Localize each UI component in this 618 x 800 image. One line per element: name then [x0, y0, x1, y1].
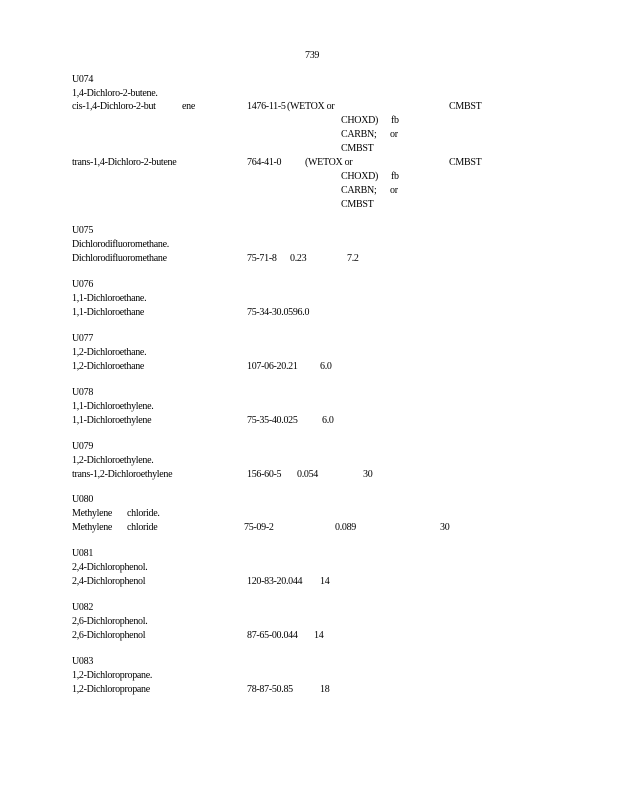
technology-code: CARBN; — [341, 129, 377, 140]
cas-number: 75-71-8 — [247, 253, 277, 264]
constituent-name: Dichlorodifluoromethane — [72, 253, 167, 264]
constituent-name: 1,1-Dichloroethylene — [72, 415, 152, 426]
technology-code: CARBN; — [341, 185, 377, 196]
waste-code: U074 — [72, 74, 94, 85]
cas-number: 1476-11-5 — [247, 101, 286, 112]
nonwastewater-standard: 6.0 — [322, 415, 334, 426]
cas-number: 764-41-0 — [247, 157, 282, 168]
page-number: 739 — [305, 50, 320, 61]
waste-name: 1,2-Dichloroethane. — [72, 347, 147, 358]
technology-code: CMBST — [341, 199, 374, 210]
cas-and-standard: 78-87-50.85 — [247, 684, 293, 695]
nonwastewater-standard: 30 — [363, 469, 373, 480]
technology-connector: fb — [391, 171, 399, 182]
constituent-name: Methylene — [72, 522, 113, 533]
cas-and-standards: 75-34-30.0596.0 — [247, 307, 310, 318]
waste-code: U083 — [72, 656, 94, 667]
wastewater-standard: 0.23 — [290, 253, 307, 264]
constituent-name-suffix: ene — [182, 101, 195, 112]
constituent-name: 2,4-Dichlorophenol — [72, 576, 146, 587]
nonwastewater-standard: 14 — [320, 576, 330, 587]
nonwastewater-standard: 18 — [320, 684, 330, 695]
technology-code: (WETOX or — [287, 101, 335, 112]
waste-name: Methylene — [72, 508, 113, 519]
waste-name: chloride. — [127, 508, 160, 519]
constituent-name: 1,2-Dichloropropane — [72, 684, 150, 695]
constituent-name: trans-1,2-Dichloroethylene — [72, 469, 173, 480]
cas-and-standard: 107-06-20.21 — [247, 361, 298, 372]
constituent-name: cis-1,4-Dichloro-2-but — [72, 101, 156, 112]
waste-name: Dichlorodifluoromethane. — [72, 239, 169, 250]
technology-code: CHOXD) — [341, 171, 379, 182]
waste-code: U080 — [72, 494, 94, 505]
nonwastewater-standard: 7.2 — [347, 253, 359, 264]
constituent-name: 1,2-Dichloroethane — [72, 361, 145, 372]
waste-name: 1,1-Dichloroethylene. — [72, 401, 154, 412]
cas-number: 156-60-5 — [247, 469, 282, 480]
constituent-name: chloride — [127, 522, 158, 533]
technology-code: (WETOX or — [305, 157, 353, 168]
waste-name: 1,1-Dichloroethane. — [72, 293, 147, 304]
technology-connector: or — [390, 129, 398, 140]
cas-and-standard: 120-83-20.044 — [247, 576, 303, 587]
waste-code: U075 — [72, 225, 94, 236]
waste-name: 1,4-Dichloro-2-butene. — [72, 88, 158, 99]
technology-connector: or — [390, 185, 398, 196]
waste-name: 1,2-Dichloroethylene. — [72, 455, 154, 466]
technology-code: CMBST — [341, 143, 374, 154]
technology-code: CHOXD) — [341, 115, 379, 126]
cas-and-standard: 75-35-40.025 — [247, 415, 298, 426]
cas-and-standard: 87-65-00.044 — [247, 630, 298, 641]
nonwastewater-standard: 6.0 — [320, 361, 332, 372]
wastewater-standard: 0.054 — [297, 469, 319, 480]
constituent-name: 2,6-Dichlorophenol — [72, 630, 146, 641]
technology-code: CMBST — [449, 157, 482, 168]
waste-name: 2,4-Dichlorophenol. — [72, 562, 148, 573]
waste-code: U078 — [72, 387, 94, 398]
nonwastewater-standard: 14 — [314, 630, 324, 641]
waste-code: U081 — [72, 548, 94, 559]
constituent-name: 1,1-Dichloroethane — [72, 307, 145, 318]
constituent-name: trans-1,4-Dichloro-2-butene — [72, 157, 177, 168]
waste-name: 1,2-Dichloropropane. — [72, 670, 153, 681]
wastewater-standard: 0.089 — [335, 522, 357, 533]
waste-name: 2,6-Dichlorophenol. — [72, 616, 148, 627]
waste-code: U079 — [72, 441, 94, 452]
nonwastewater-standard: 30 — [440, 522, 450, 533]
waste-code: U077 — [72, 333, 94, 344]
waste-code: U082 — [72, 602, 94, 613]
waste-code: U076 — [72, 279, 94, 290]
cas-number: 75-09-2 — [244, 522, 274, 533]
technology-connector: fb — [391, 115, 399, 126]
technology-code: CMBST — [449, 101, 482, 112]
